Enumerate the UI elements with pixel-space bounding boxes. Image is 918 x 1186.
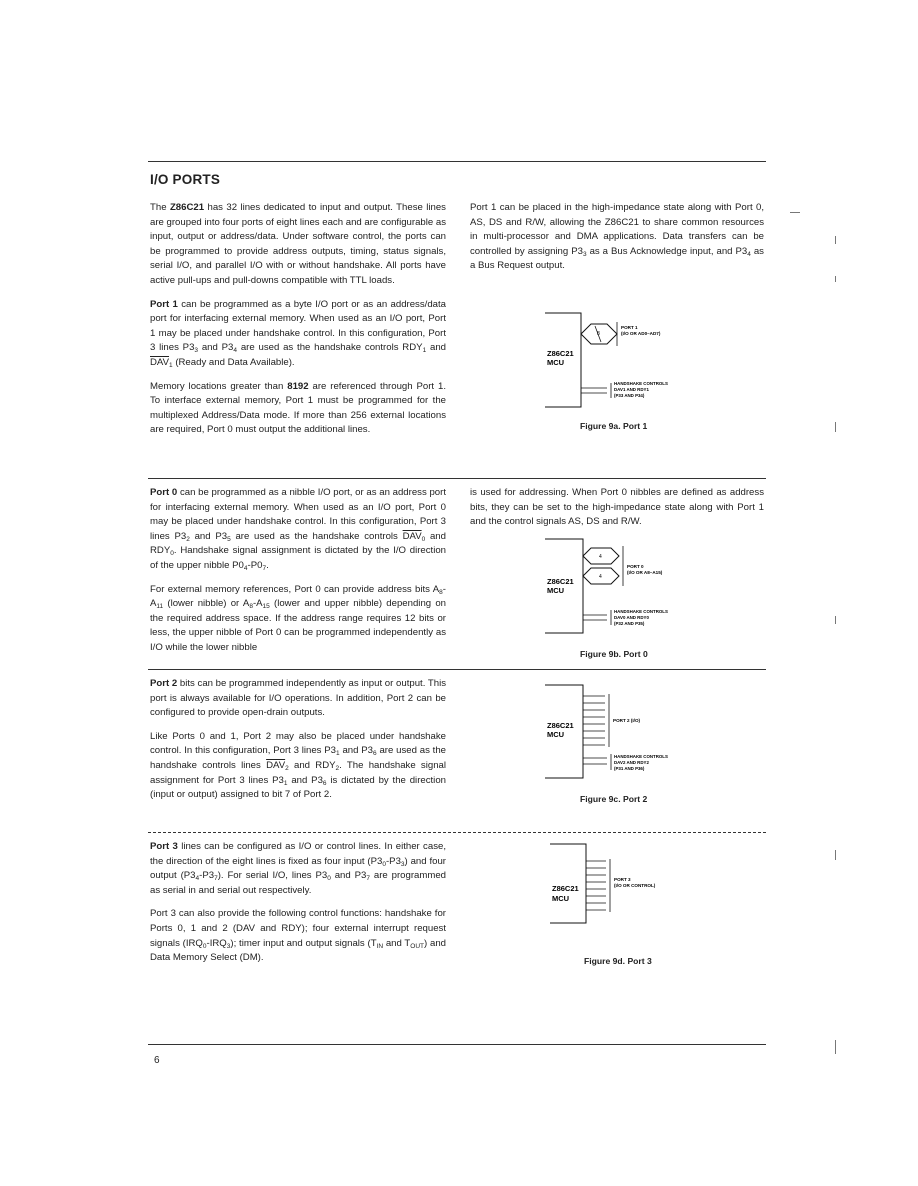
figure-9a [545,312,705,412]
scan-speck [835,276,836,282]
divider-port2 [148,669,766,670]
figure-9a-caption: Figure 9a. Port 1 [580,421,648,431]
svg-text:MCU: MCU [547,358,565,367]
fig9d-chip-label: Z86C21 [552,884,579,893]
fig9a-label2b: DAV1 AND RDY1 [614,387,649,392]
section-title: I/O PORTS [150,172,221,187]
figure-9c-caption: Figure 9c. Port 2 [580,794,648,804]
figure-9a-diagram [545,312,705,412]
port3-name: Port 3 [150,841,178,852]
fig9b-bus-width-1: 4 [599,554,602,560]
intro-right-column: Port 1 can be placed in the high-impedance state along with Port 0, AS, DS and R/W, allowing the Z86C21 to share common resources in multi-processor and DMA applications. Data transfers can be controlled by assigning $P3_3$ as a Bus Acknowledge input, and $P3_4$ as a Bus Request output. [470,202,764,272]
figure-9c-diagram [545,684,715,784]
scan-speck [835,1040,836,1054]
chip-name: Z86C21 [169,202,205,213]
scan-speck [835,236,836,244]
port0-right-text: is used for addressing. When Port 0 nibbles are defined as address bits, they can be set to the high-impedance state along with Port 1 and the control signals AS, DS and R/W. [470,487,764,528]
port1-mem-text-b: are referenced through Port 1. To interface external memory, Port 1 must be programmed for the multiplexed Address/Data mode. If more than 256 external locations are required, Port 0 must output the additional lines. [150,380,447,436]
figure-9d-caption: Figure 9d. Port 3 [584,956,652,966]
scan-speck [835,616,836,624]
port2-left-column: Port 2 bits can be programmed independently as input or output. This port is always available for I/O operations. In addition, Port 2 can be configured to provide open-drain outputs. Like Ports 0 and 1, Port 2 may also be placed under handshake control. In this configuration, Port 3 lines $P3_1$ and $P3_6$ are used as the handshake controls lines $\overline{DAV}_2$ and $RDY_2$. The handshake signal assignment for Port 3 lines $P3_1$ and $P3_6$ is dictated by the direction (input or output) assigned to bit 7 of Port 2. [150,678,447,801]
intro-right-text: Port 1 can be placed in the high-impedance state along with Port 0, AS, DS and R/W, allowing the Z86C21 to share common resources in multi-processor and DMA applications. Data transfers can be controlled by assigning [470,202,764,257]
page-number: 6 [154,1055,160,1066]
port0-text: can be programmed as a nibble I/O port, or as an address port for interfacing external memory. When used as an I/O port, Port 0 may be placed under handshake control. In this configuration, Port 3 lines [150,487,446,542]
scan-speck [835,422,836,432]
port1-text-b: are used as the handshake controls [240,342,399,354]
fig9a-chip-label: Z86C21 [547,349,574,358]
fig9c-label2: HANDSHAKE CONTROLS [614,754,668,759]
intro-right-text-c: as a Bus Request output. [470,245,764,272]
intro-right-text-b: as a Bus Acknowledge input, and [589,245,733,257]
bottom-rule [148,1044,766,1045]
port1-text-c: (Ready and Data Available). [175,356,295,368]
intro-text: has 32 lines dedicated to input and output. These lines are grouped into four ports of eight lines each and are configurable as input, output or address/data. Under software control, the ports can be programmed to provide address outputs, timing, status signals, serial I/O, and parallel I/O with or without handshake. All ports have active pull-ups and pull-downs compatible with TTL loads. [150,202,447,286]
svg-text:MCU: MCU [547,730,565,739]
port3-text-b: and four output [150,855,446,882]
port3-text-e: Port 3 can also provide the following control functions: handshake for Ports 0, 1 and 2 (DAV and RDY); four external interrupt request signals [150,908,446,949]
port0-name: Port 0 [150,487,178,498]
figure-9d [550,843,710,933]
port1-text: can be programmed as a byte I/O port or as an address/data port for interfacing external memory. When used as an I/O port, Port 1 may be placed under handshake control. In this configuration, Port 3 lines [150,298,446,354]
figure-9c [545,684,715,784]
port3-left-column: Port 3 lines can be configured as I/O or control lines. In either case, the direction of the eight lines is fixed as four input $(P3_0-P3_3)$ and four output $(P3_4-P3_7)$. For serial I/O, lines $P3_0$ and $P3_7$ are programmed as serial in and serial out respectively. Port 3 can also provide the following control functions: handshake for Ports 0, 1 and 2 (DAV and RDY); four external interrupt request signals $(IRQ_0-IRQ_3)$; timer input and output signals ($T_{IN}$ and $T_{OUT}$) and Data Memory Select (DM). [150,841,447,964]
figure-9b [545,538,705,638]
fig9a-label1: PORT 1 [621,325,638,330]
port0-text-b: are used as the handshake controls [235,530,398,542]
port2-text-e: is dictated by the direction (input or output) assigned to bit 7 of Port 2. [150,774,446,801]
fig9c-label2c: (P31 AND P36) [614,766,645,771]
port0-text-c: Handshake signal assignment is dictated by the I/O direction of the upper nibble [150,545,446,571]
fig9b-label1: PORT 0 [627,564,644,569]
fig9c-label2b: DAV2 AND RDY2 [614,760,649,765]
port0-ext-text-c: (lower and upper nibble) depending on the required address space. If the address range requires 12 bits or less, the upper nibble of Port 0 can be programmed independently as I/O while the lower nibble [150,598,446,653]
divider-port3 [148,832,766,833]
fig9a-label2c: (P33 AND P34) [614,393,645,398]
fig9b-label2c: (P32 AND P35) [614,621,645,626]
fig9d-label1: PORT 3 [614,877,631,882]
fig9a-bus-width: 8 [597,331,600,337]
port1-mem-text: Memory locations greater than [150,380,284,392]
fig9a-label1b: (I/O OR AD0–AD7) [621,331,661,336]
fig9b-bus-width-2: 4 [599,574,602,580]
svg-text:MCU: MCU [547,586,565,595]
port0-right-column [470,486,764,539]
figure-9d-diagram [550,843,710,933]
figure-9b-diagram [545,538,705,638]
port2-text-c: are used as the handshake controls lines [150,745,447,771]
port2-text: bits can be programmed independently as input or output. This port is always available for I/O operations. In addition, Port 2 can be configured to provide open-drain outputs. [150,678,446,719]
intro-left-column: The Z86C21 has 32 lines dedicated to input and output. These lines are grouped into four ports of eight lines each and are configurable as input, output or address/data. Under software control, the ports can be programmed to provide address outputs, timing, status signals, serial I/O, and parallel I/O with or without handshake. All ports have active pull-ups and pull-downs compatible with TTL loads. Port 1 can be programmed as a byte I/O port or as an address/data port for interfacing external memory. When used as an I/O port, Port 1 may be placed under handshake control. In this configuration, Port 3 lines $P3_3$ and $P3_4$ are used as the handshake controls $RDY_1$ and $\overline{DAV}_1$ (Ready and Data Available). Memory locations greater than 8192 are referenced through Port 1. To interface external memory, Port 1 must be programmed for the multiplexed Address/Data mode. If more than 256 external locations are required, Port 0 must output the additional lines. [150,202,447,436]
fig9b-chip-label: Z86C21 [547,577,574,586]
divider-port0 [148,478,766,479]
port3-text-c: For serial I/O, lines [227,870,312,882]
svg-text:MCU: MCU [552,894,570,903]
port3-text: lines can be configured as I/O or control lines. In either case, the direction of the eight lines is fixed as four input [150,841,446,867]
fig9d-label1b: (I/O OR CONTROL) [614,883,656,888]
port2-text-b: Like Ports 0 and 1, Port 2 may also be placed under handshake control. In this configuration, Port 3 lines [150,730,446,757]
fig9b-label2: HANDSHAKE CONTROLS [614,609,668,614]
port3-text-g: and Data Memory Select (DM). [150,937,446,964]
port2-name: Port 2 [150,678,178,689]
fig9c-label1: PORT 2 (I/O) [613,718,641,723]
top-rule [148,161,766,162]
port0-ext-text: For external memory references, Port 0 can provide address bits [150,583,430,595]
port3-text-f: timer input and output signals [239,937,365,949]
port1-mem-number: 8192 [287,380,309,392]
fig9b-label2b: DAV0 AND RDY0 [614,615,649,620]
port2-text-d: The handshake signal assignment for Port 3 lines [150,759,446,786]
fig9a-label2: HANDSHAKE CONTROLS [614,381,668,386]
scan-speck [790,212,800,213]
port0-ext-text-b: (lower nibble) or [167,598,240,610]
port1-name: Port 1 [150,298,178,310]
port0-left-column: Port 0 can be programmed as a nibble I/O port, or as an address port for interfacing external memory. When used as an I/O port, Port 0 may be placed under handshake control. In this configuration, Port 3 lines $P3_2$ and $P3_5$ are used as the handshake controls $\overline{DAV}_0$ and $RDY_0$. Handshake signal assignment is dictated by the I/O direction of the upper nibble $P0_4-P0_7$. For external memory references, Port 0 can provide address bits $A_8-A_{11}$ (lower nibble) or $A_8-A_{15}$ (lower and upper nibble) depending on the required address space. If the address range requires 12 bits or less, the upper nibble of Port 0 can be programmed independently as I/O while the lower nibble [150,487,446,653]
port3-text-d: are programmed as serial in and serial out respectively. [150,870,447,896]
scan-speck [835,850,836,860]
figure-9b-caption: Figure 9b. Port 0 [580,649,648,659]
fig9c-chip-label: Z86C21 [547,721,574,730]
fig9b-label1b: (I/O OR A8–A15) [627,570,663,575]
